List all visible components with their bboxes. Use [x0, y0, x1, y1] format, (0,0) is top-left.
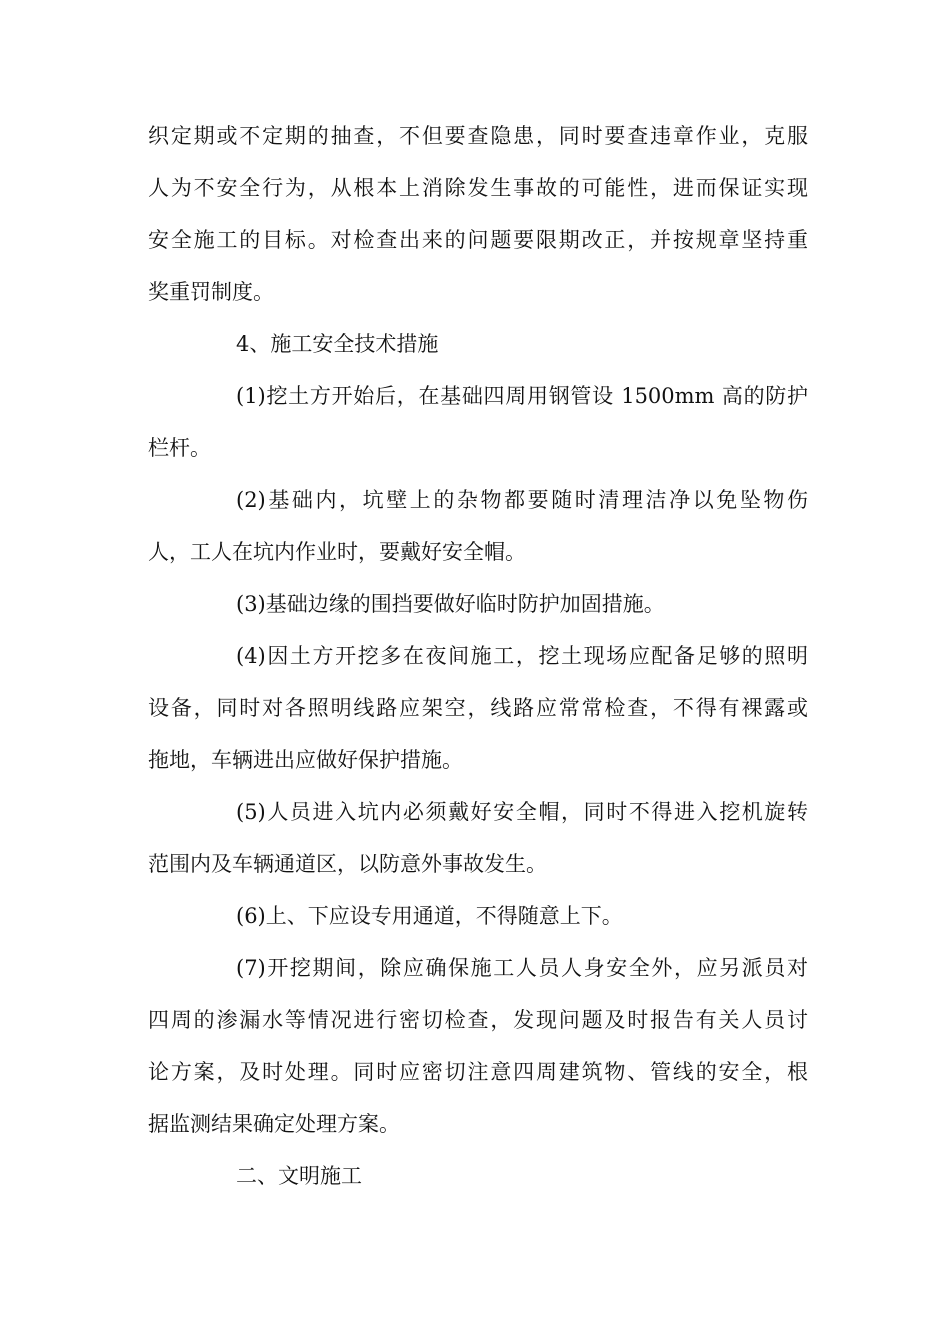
- text-line: 安全施工的目标。对检查出来的问题要限期改正，并按规章坚持重: [148, 228, 808, 252]
- document-body: [148, 110, 808, 1202]
- section-heading: 二、文明施工: [236, 1164, 362, 1188]
- text-line: 织定期或不定期的抽查，不但要查隐患，同时要查违章作业，克服: [148, 124, 808, 148]
- text-line: (3)基础边缘的围挡要做好临时防护加固措施。: [236, 592, 665, 616]
- section-heading: 4、施工安全技术措施: [236, 332, 439, 356]
- text-line: 范围内及车辆通道区，以防意外事故发生。: [148, 852, 547, 876]
- text-line: (6)上、下应设专用通道，不得随意上下。: [236, 904, 623, 928]
- text-line: 人为不安全行为，从根本上消除发生事故的可能性，进而保证实现: [148, 176, 808, 200]
- text-line: 栏杆。: [148, 436, 211, 460]
- text-line: (5)人员进入坑内必须戴好安全帽，同时不得进入挖机旋转: [236, 800, 808, 824]
- text-line: 设备，同时对各照明线路应架空，线路应常常检查，不得有裸露或: [148, 696, 808, 720]
- text-line: (1)挖土方开始后，在基础四周用钢管设 1500mm 高的防护: [236, 384, 808, 408]
- text-line: (7)开挖期间，除应确保施工人员人身安全外，应另派员对: [236, 956, 808, 980]
- text-line: 四周的渗漏水等情况进行密切检查，发现问题及时报告有关人员讨: [148, 1008, 808, 1032]
- text-line: 论方案，及时处理。同时应密切注意四周建筑物、管线的安全，根: [148, 1060, 808, 1084]
- text-line: (2)基础内，坑壁上的杂物都要随时清理洁净以免坠物伤: [236, 488, 808, 512]
- text-line: 人，工人在坑内作业时，要戴好安全帽。: [148, 540, 526, 564]
- text-line: 据监测结果确定处理方案。: [148, 1112, 400, 1136]
- text-line: 拖地，车辆进出应做好保护措施。: [148, 748, 463, 772]
- text-line: (4)因土方开挖多在夜间施工，挖土现场应配备足够的照明: [236, 644, 808, 668]
- text-line: 奖重罚制度。: [148, 280, 274, 304]
